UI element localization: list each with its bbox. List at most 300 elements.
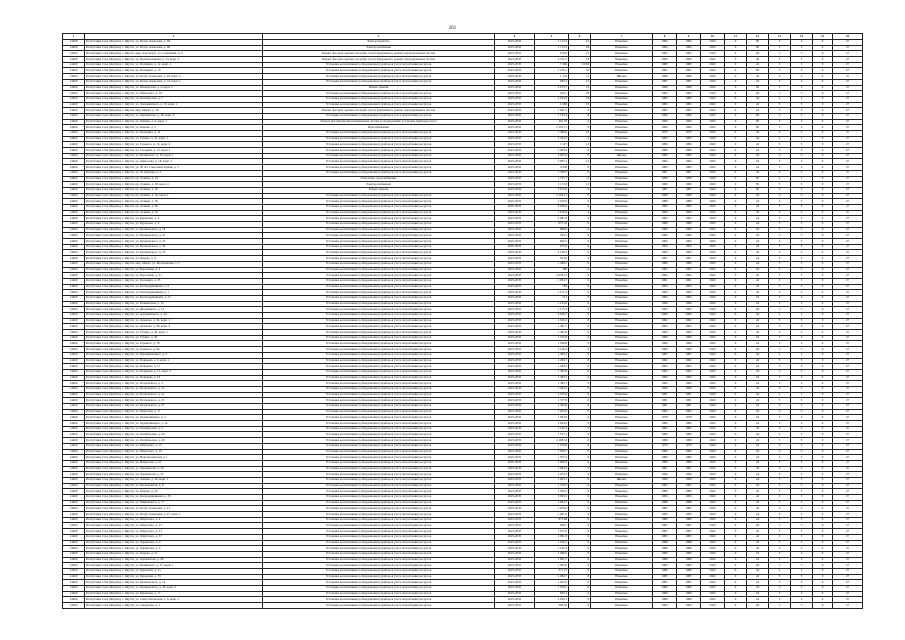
table-cell: 14469 [63, 250, 85, 256]
table-cell: 394,1 [535, 233, 569, 239]
table-cell: 27 [833, 472, 863, 478]
table-cell: 0 [813, 204, 833, 210]
table-cell: Республика Саха (Якутия), г. Якутск, ул. Кирова, д. 9 [85, 256, 263, 262]
table-cell: Нежилые [591, 170, 653, 176]
table-cell: 2025-2035 [495, 256, 535, 262]
table-cell: 3 [769, 580, 791, 586]
table-cell: 14469 [63, 170, 85, 176]
table-cell: 1992 [677, 318, 701, 324]
table-cell: Республика Саха (Якутия), г. Якутск, ул. Ленина, д. 26, корп. 1 [85, 477, 263, 483]
table-cell: 6 [569, 392, 591, 398]
table-cell: 2025-2035 [495, 250, 535, 256]
table-cell: 14469 [63, 290, 85, 296]
table-cell: 14469 [63, 222, 85, 228]
table-cell: 0 [725, 591, 747, 597]
table-cell: 3 [769, 68, 791, 74]
table-cell: 1989 [677, 489, 701, 495]
table-cell: 1993 [677, 369, 701, 375]
table-cell: 3 [769, 313, 791, 319]
table-cell: Нежилые [591, 295, 653, 301]
table-cell: 1 903,1 [535, 477, 569, 483]
table-cell: 3 [769, 472, 791, 478]
table-cell: Установка коллективных (общедомовых) приборов учета потребления ресурсов [263, 284, 495, 290]
table-cell: 27 [833, 432, 863, 438]
table-cell: 2043 [701, 307, 725, 313]
table-cell: 27 [833, 506, 863, 512]
table-cell: 1989 [653, 222, 677, 228]
table-cell: 0 [725, 324, 747, 330]
table-cell: 24 [747, 568, 769, 574]
table-cell: 6 819 [535, 51, 569, 57]
table-cell: 1992 [677, 358, 701, 364]
table-cell: 2043 [701, 244, 725, 250]
table-cell: 2043 [701, 136, 725, 142]
table-cell: 14469 [63, 563, 85, 569]
table-cell: 1982 [677, 432, 701, 438]
table-cell: 0 [813, 68, 833, 74]
table-cell: 1 103,6 [535, 301, 569, 307]
table-cell: 27 [833, 239, 863, 245]
table-cell: 0 [813, 119, 833, 125]
table-cell: Республика Саха (Якутия), г. Якутск, ул. Петра Алексеева, д. 66 [85, 40, 263, 46]
table-cell: 0 [725, 40, 747, 46]
table-cell: 1987 [653, 79, 677, 85]
table-cell: 27 [833, 165, 863, 171]
table-cell: 24 [747, 529, 769, 535]
table-cell: 14469 [63, 295, 85, 301]
table-cell: 0 [813, 386, 833, 392]
table-cell: 6 [569, 239, 591, 245]
table-cell: 1 061,7 [535, 557, 569, 563]
table-cell: Установка коллективных (общедомовых) приборов учета потребления ресурсов [263, 369, 495, 375]
table-cell: 24 [747, 239, 769, 245]
table-cell: Нежилые [591, 432, 653, 438]
table-cell: 0 [813, 108, 833, 114]
table-cell: 2025-2035 [495, 580, 535, 586]
table-cell: 3 [791, 381, 813, 387]
table-cell: Нежилые [591, 125, 653, 131]
table-cell: 1968 [653, 193, 677, 199]
table-cell: 6 [569, 512, 591, 518]
table-cell: 2025-2035 [495, 386, 535, 392]
table-cell: 1993 [653, 91, 677, 97]
table-cell: 0 [813, 335, 833, 341]
table-cell: 6 [569, 386, 591, 392]
table-cell: Республика Саха (Якутия), г. Якутск, ул. Лермонтова, д. 96 [85, 557, 263, 563]
table-cell: 1968 [653, 597, 677, 603]
table-cell: 0 [813, 358, 833, 364]
table-cell: Отопление, водоснабжение [263, 176, 495, 182]
table-cell: Нежилые [591, 421, 653, 427]
table-cell: 3 [791, 335, 813, 341]
table-cell: 0 [813, 466, 833, 472]
table-cell: 2 073,7 [535, 85, 569, 91]
table-cell: 16 [569, 68, 591, 74]
table-cell: 27 [833, 148, 863, 154]
table-cell: 2025-2035 [495, 455, 535, 461]
table-cell: 0 [813, 307, 833, 313]
table-cell: 3 [769, 199, 791, 205]
table-cell: Установка коллективных (общедомовых) приборов учета потребления ресурсов [263, 62, 495, 68]
table-cell: 1993 [677, 250, 701, 256]
table-cell: Республика Саха (Якутия), г. Якутск, ул. Курашова, д. 35 [85, 574, 263, 580]
table-cell: Республика Саха (Якутия), г. Якутск, ул. Некрасова, д. 21 [85, 460, 263, 466]
table-cell: 0 [725, 529, 747, 535]
table-cell: 2043 [701, 278, 725, 284]
table-cell: 2043 [701, 193, 725, 199]
table-cell: 19 [569, 102, 591, 108]
table-cell: 0 [725, 301, 747, 307]
table-cell: 3 [769, 546, 791, 552]
table-cell: 3 072,6 [535, 187, 569, 193]
table-cell: 1 056,2 [535, 489, 569, 495]
table-cell: 3 [769, 455, 791, 461]
table-cell: 2025-2035 [495, 102, 535, 108]
table-cell: 3 [791, 529, 813, 535]
table-cell: 1 017,1 [535, 432, 569, 438]
table-cell: 0 [813, 392, 833, 398]
table-cell: Установка коллективных (общедомовых) приборов учета потребления ресурсов [263, 506, 495, 512]
table-cell: 6 [569, 352, 591, 358]
table-cell: 1986 [677, 586, 701, 592]
table-cell: Установка коллективных (общедомовых) приборов учета потребления ресурсов [263, 341, 495, 347]
table-cell: 0 [725, 74, 747, 80]
table-cell: 3 [791, 51, 813, 57]
table-cell: 0 [725, 335, 747, 341]
table-cell: 14469 [63, 574, 85, 580]
table-cell: 6 [569, 176, 591, 182]
table-cell: 0 [813, 91, 833, 97]
table-cell: 2043 [701, 96, 725, 102]
table-cell: 3 [769, 466, 791, 472]
table-cell: 27 [833, 301, 863, 307]
table-cell: 2025-2035 [495, 261, 535, 267]
table-cell: 3 [791, 534, 813, 540]
table-cell: 6 [569, 313, 591, 319]
table-cell: Республика Саха (Якутия), г. Якутск, пр. Ленина, д. 24 [85, 176, 263, 182]
table-cell: 0 [725, 369, 747, 375]
table-cell: Республика Саха (Якутия), г. Якутск, ул. Каландаришвили, д. 7 [85, 290, 263, 296]
table-cell: Нежилые [591, 443, 653, 449]
table-cell: 27 [833, 119, 863, 125]
table-cell: 14469 [63, 210, 85, 216]
table-cell: 4 938 [535, 165, 569, 171]
table-cell: 2025-2035 [495, 295, 535, 301]
table-cell: 3 [791, 45, 813, 51]
table-cell: 0 [725, 153, 747, 159]
table-cell: Республика Саха (Якутия), г. Якутск, ул. Ларионова, д. 6 [85, 546, 263, 552]
table-cell: Нежилые [591, 165, 653, 171]
table-cell: 24 [747, 313, 769, 319]
table-cell: 0 [813, 216, 833, 222]
table-cell: Нежилые [591, 551, 653, 557]
table-cell: 2025-2035 [495, 204, 535, 210]
table-cell: 3 [791, 574, 813, 580]
table-cell: 6 [569, 404, 591, 410]
table-cell: 12 [569, 142, 591, 148]
table-cell: 0 [725, 517, 747, 523]
table-cell: Республика Саха (Якутия), г. Якутск, пр. Ленина, д. 28, корп. 4 [85, 182, 263, 188]
table-cell: 24 [569, 45, 591, 51]
table-cell: Жилые [591, 74, 653, 80]
table-cell: 0 [725, 131, 747, 137]
table-cell: 2043 [701, 460, 725, 466]
table-cell: Республика Саха (Якутия), г. Якутск, пр. Ленина, д. 30 [85, 187, 263, 193]
table-cell: 2043 [701, 119, 725, 125]
table-cell: 2043 [701, 153, 725, 159]
table-cell: Установка коллективных (общедомовых) приборов учета потребления ресурсов [263, 159, 495, 165]
table-cell: 14469 [63, 244, 85, 250]
table-cell: 3 [769, 449, 791, 455]
table-cell: 0 [813, 57, 833, 63]
table-cell: Республика Саха (Якутия), г. Якутск, ул. Кальвица, д. 23 [85, 278, 263, 284]
table-cell: 6 [569, 261, 591, 267]
table-cell: 0 [813, 295, 833, 301]
table-cell: 24 [747, 438, 769, 444]
table-cell: Установка коллективных (общедомовых) приборов учета потребления ресурсов [263, 586, 495, 592]
table-cell: 2043 [701, 113, 725, 119]
table-cell: 3 [769, 193, 791, 199]
table-cell: 3 [791, 398, 813, 404]
table-cell: 3 [769, 523, 791, 529]
table-cell: 1996 [653, 113, 677, 119]
table-cell: 0 [813, 495, 833, 501]
table-cell: 0 [813, 591, 833, 597]
table-cell: 14469 [63, 364, 85, 370]
table-cell: 2025-2035 [495, 199, 535, 205]
table-cell: 0 [725, 170, 747, 176]
table-cell: Установка коллективных (общедомовых) приборов учета потребления ресурсов [263, 74, 495, 80]
table-cell: 1991 [677, 398, 701, 404]
table-cell: 6 [569, 330, 591, 336]
table-cell: 2 054,2 [535, 421, 569, 427]
table-cell: 3 [769, 210, 791, 216]
table-cell: 1989 [653, 517, 677, 523]
table-cell: 845,5 [535, 591, 569, 597]
table-cell: Нежилые [591, 250, 653, 256]
table-cell: 2043 [701, 74, 725, 80]
table-cell: 2025-2035 [495, 301, 535, 307]
table-cell: 1 113,3 [535, 45, 569, 51]
table-cell: 85 [747, 119, 769, 125]
table-cell: Нежилые [591, 68, 653, 74]
table-cell: 2025-2035 [495, 495, 535, 501]
table-cell: 2043 [701, 57, 725, 63]
table-cell: 0 [725, 546, 747, 552]
table-cell: Ремонт фасадов, кровли, несущих стен и фундамента, ремонт внутридомовых систем [263, 51, 495, 57]
table-cell: 2043 [701, 352, 725, 358]
table-cell: 2043 [701, 68, 725, 74]
table-cell: 1990 [677, 57, 701, 63]
table-cell: 3 [791, 91, 813, 97]
table-cell: 1 165,2 [535, 426, 569, 432]
table-cell: 2043 [701, 438, 725, 444]
table-cell: 0 [813, 199, 833, 205]
table-cell: 0 [813, 477, 833, 483]
table-cell: Установка коллективных (общедомовых) приборов учета потребления ресурсов [263, 375, 495, 381]
table-cell: 1988 [653, 568, 677, 574]
table-cell: 0 [813, 551, 833, 557]
table-cell: 27 [833, 57, 863, 63]
table-cell: 0 [725, 381, 747, 387]
table-cell: 24 [747, 79, 769, 85]
table-cell: 1 093,8 [535, 415, 569, 421]
table-cell: 27 [833, 421, 863, 427]
table-cell: 0 [725, 540, 747, 546]
table-cell: Республика Саха (Якутия), г. Якутск, ул. Петровского, д. 21 [85, 392, 263, 398]
table-cell: Нежилые [591, 62, 653, 68]
table-cell: 1993 [653, 495, 677, 501]
table-cell: 0 [813, 415, 833, 421]
table-cell: Нежилые [591, 506, 653, 512]
table-cell: 27 [833, 466, 863, 472]
table-cell: Республика Саха (Якутия), г. Якутск, ул. Чайковского, д. 71 [85, 500, 263, 506]
table-cell: 290,62 [535, 603, 569, 609]
table-cell: 2043 [701, 125, 725, 131]
table-cell: 3 [769, 222, 791, 228]
table-cell: 14469 [63, 159, 85, 165]
table-cell: Установка коллективных (общедомовых) приборов учета потребления ресурсов [263, 421, 495, 427]
table-cell: 0 [725, 187, 747, 193]
table-cell: 2043 [701, 222, 725, 228]
table-cell: 3 [791, 244, 813, 250]
table-cell: 0 [813, 170, 833, 176]
table-cell: 1993 [653, 295, 677, 301]
table-cell: 3 [791, 483, 813, 489]
table-cell: 2025-2035 [495, 193, 535, 199]
table-cell: 1985 [653, 534, 677, 540]
table-cell: 24 [747, 148, 769, 154]
table-cell: 24 [747, 551, 769, 557]
table-cell: Установка коллективных (общедомовых) приборов учета потребления ресурсов [263, 313, 495, 319]
table-cell: 85 [747, 125, 769, 131]
table-cell: 1991 [653, 170, 677, 176]
table-cell: 3 [769, 421, 791, 427]
table-cell: 1992 [653, 239, 677, 245]
table-cell: 0 [813, 165, 833, 171]
table-cell: 0 [725, 96, 747, 102]
table-cell: Нежилые [591, 455, 653, 461]
table-cell: 3 [769, 233, 791, 239]
table-cell: Республика Саха (Якутия), г. Якутск, ул. Лермонтова, д. 47 [85, 472, 263, 478]
table-cell: Нежилые [591, 580, 653, 586]
table-cell: 1987 [653, 523, 677, 529]
table-cell: Нежилые [591, 335, 653, 341]
table-cell: 2043 [701, 62, 725, 68]
table-cell: 27 [833, 415, 863, 421]
table-cell: 2025-2035 [495, 273, 535, 279]
table-cell: 27 [833, 324, 863, 330]
table-cell: 27 [833, 568, 863, 574]
table-cell: 3 [769, 40, 791, 46]
table-cell: 3 [791, 170, 813, 176]
table-cell: 2025-2035 [495, 142, 535, 148]
table-cell: Установка коллективных (общедомовых) приборов учета потребления ресурсов [263, 233, 495, 239]
table-cell: Нежилые [591, 603, 653, 609]
table-cell: Республика Саха (Якутия), г. Якутск, ул. Горького, д. 72, корп. 2 [85, 142, 263, 148]
table-cell: 27 [833, 438, 863, 444]
table-cell: Республика Саха (Якутия), г. Якутск, ул. Чернышевского, д. 4 [85, 352, 263, 358]
table-cell: 1985 [677, 534, 701, 540]
table-cell: 3 [791, 187, 813, 193]
table-cell: 3 [791, 216, 813, 222]
page-number: 261 [448, 26, 457, 31]
table-cell: 1988 [653, 500, 677, 506]
table-cell: 24 [747, 301, 769, 307]
table-cell: 0 [813, 187, 833, 193]
table-cell: Установка коллективных (общедомовых) приборов учета потребления ресурсов [263, 267, 495, 273]
table-cell: 3 [769, 506, 791, 512]
table-cell: 3 [769, 477, 791, 483]
table-cell: 1993 [653, 483, 677, 489]
table-cell: 1989 [653, 557, 677, 563]
table-cell: Электроснабжение [263, 182, 495, 188]
table-cell: Нежилые [591, 546, 653, 552]
table-cell: 2025-2035 [495, 591, 535, 597]
table-cell: 1990 [653, 142, 677, 148]
table-cell: 3 [769, 409, 791, 415]
table-cell: 3 [769, 568, 791, 574]
table-cell: 3 [769, 204, 791, 210]
table-cell: 2043 [701, 261, 725, 267]
table-cell: 27 [833, 517, 863, 523]
table-cell: 2025-2035 [495, 477, 535, 483]
table-cell: Нежилые [591, 517, 653, 523]
table-cell: Республика Саха (Якутия), г. Якутск, ул. Петровского, д. 25 [85, 398, 263, 404]
table-cell: 14469 [63, 136, 85, 142]
table-cell: Нежилые [591, 57, 653, 63]
table-cell: Установка коллективных (общедомовых) приборов учета потребления ресурсов [263, 318, 495, 324]
table-cell: 3 [791, 500, 813, 506]
table-cell: 0 [725, 199, 747, 205]
table-cell: 14468 [63, 40, 85, 46]
table-cell: Республика Саха (Якутия), г. Якутск, ул. Орджоникидзе, д. 2 [85, 415, 263, 421]
table-cell: 1989 [677, 557, 701, 563]
table-cell: 2025-2035 [495, 278, 535, 284]
table-cell: 2025-2035 [495, 352, 535, 358]
table-cell: 27 [833, 79, 863, 85]
table-cell: 1988 [677, 500, 701, 506]
table-cell: Нежилые [591, 586, 653, 592]
table-cell: Ремонт крыши [263, 85, 495, 91]
table-cell: 3 003,4 [535, 148, 569, 154]
table-cell: 6 [569, 506, 591, 512]
table-cell: 6 [569, 438, 591, 444]
table-cell: 24 [747, 460, 769, 466]
table-cell: 1983 [653, 165, 677, 171]
table-cell: Установка коллективных (общедомовых) приборов учета потребления ресурсов [263, 426, 495, 432]
table-cell: 24 [747, 546, 769, 552]
table-cell: Установка коллективных (общедомовых) приборов учета потребления ресурсов [263, 523, 495, 529]
table-cell: Республика Саха (Якутия), г. Якутск, ул. Дзержинского, д. 13, корп. 1 [85, 102, 263, 108]
table-cell: Республика Саха (Якутия), г. Якутск, ул. Пояркова, д. 11 [85, 364, 263, 370]
table-cell: 2025-2035 [495, 341, 535, 347]
table-cell: Нежилые [591, 216, 653, 222]
table-cell: 85 [747, 45, 769, 51]
table-cell: 2043 [701, 500, 725, 506]
table-cell: 6 [569, 495, 591, 501]
table-cell: 0 [813, 330, 833, 336]
column-header: 2 [85, 34, 263, 40]
table-cell: 14469 [63, 534, 85, 540]
table-cell: 27 [833, 563, 863, 569]
table-cell: 4 168,32 [535, 438, 569, 444]
table-cell: 3 [769, 563, 791, 569]
table-cell: Нежилые [591, 591, 653, 597]
table-cell: 3 [769, 369, 791, 375]
table-cell: 2043 [701, 563, 725, 569]
table-cell: 24 [747, 284, 769, 290]
